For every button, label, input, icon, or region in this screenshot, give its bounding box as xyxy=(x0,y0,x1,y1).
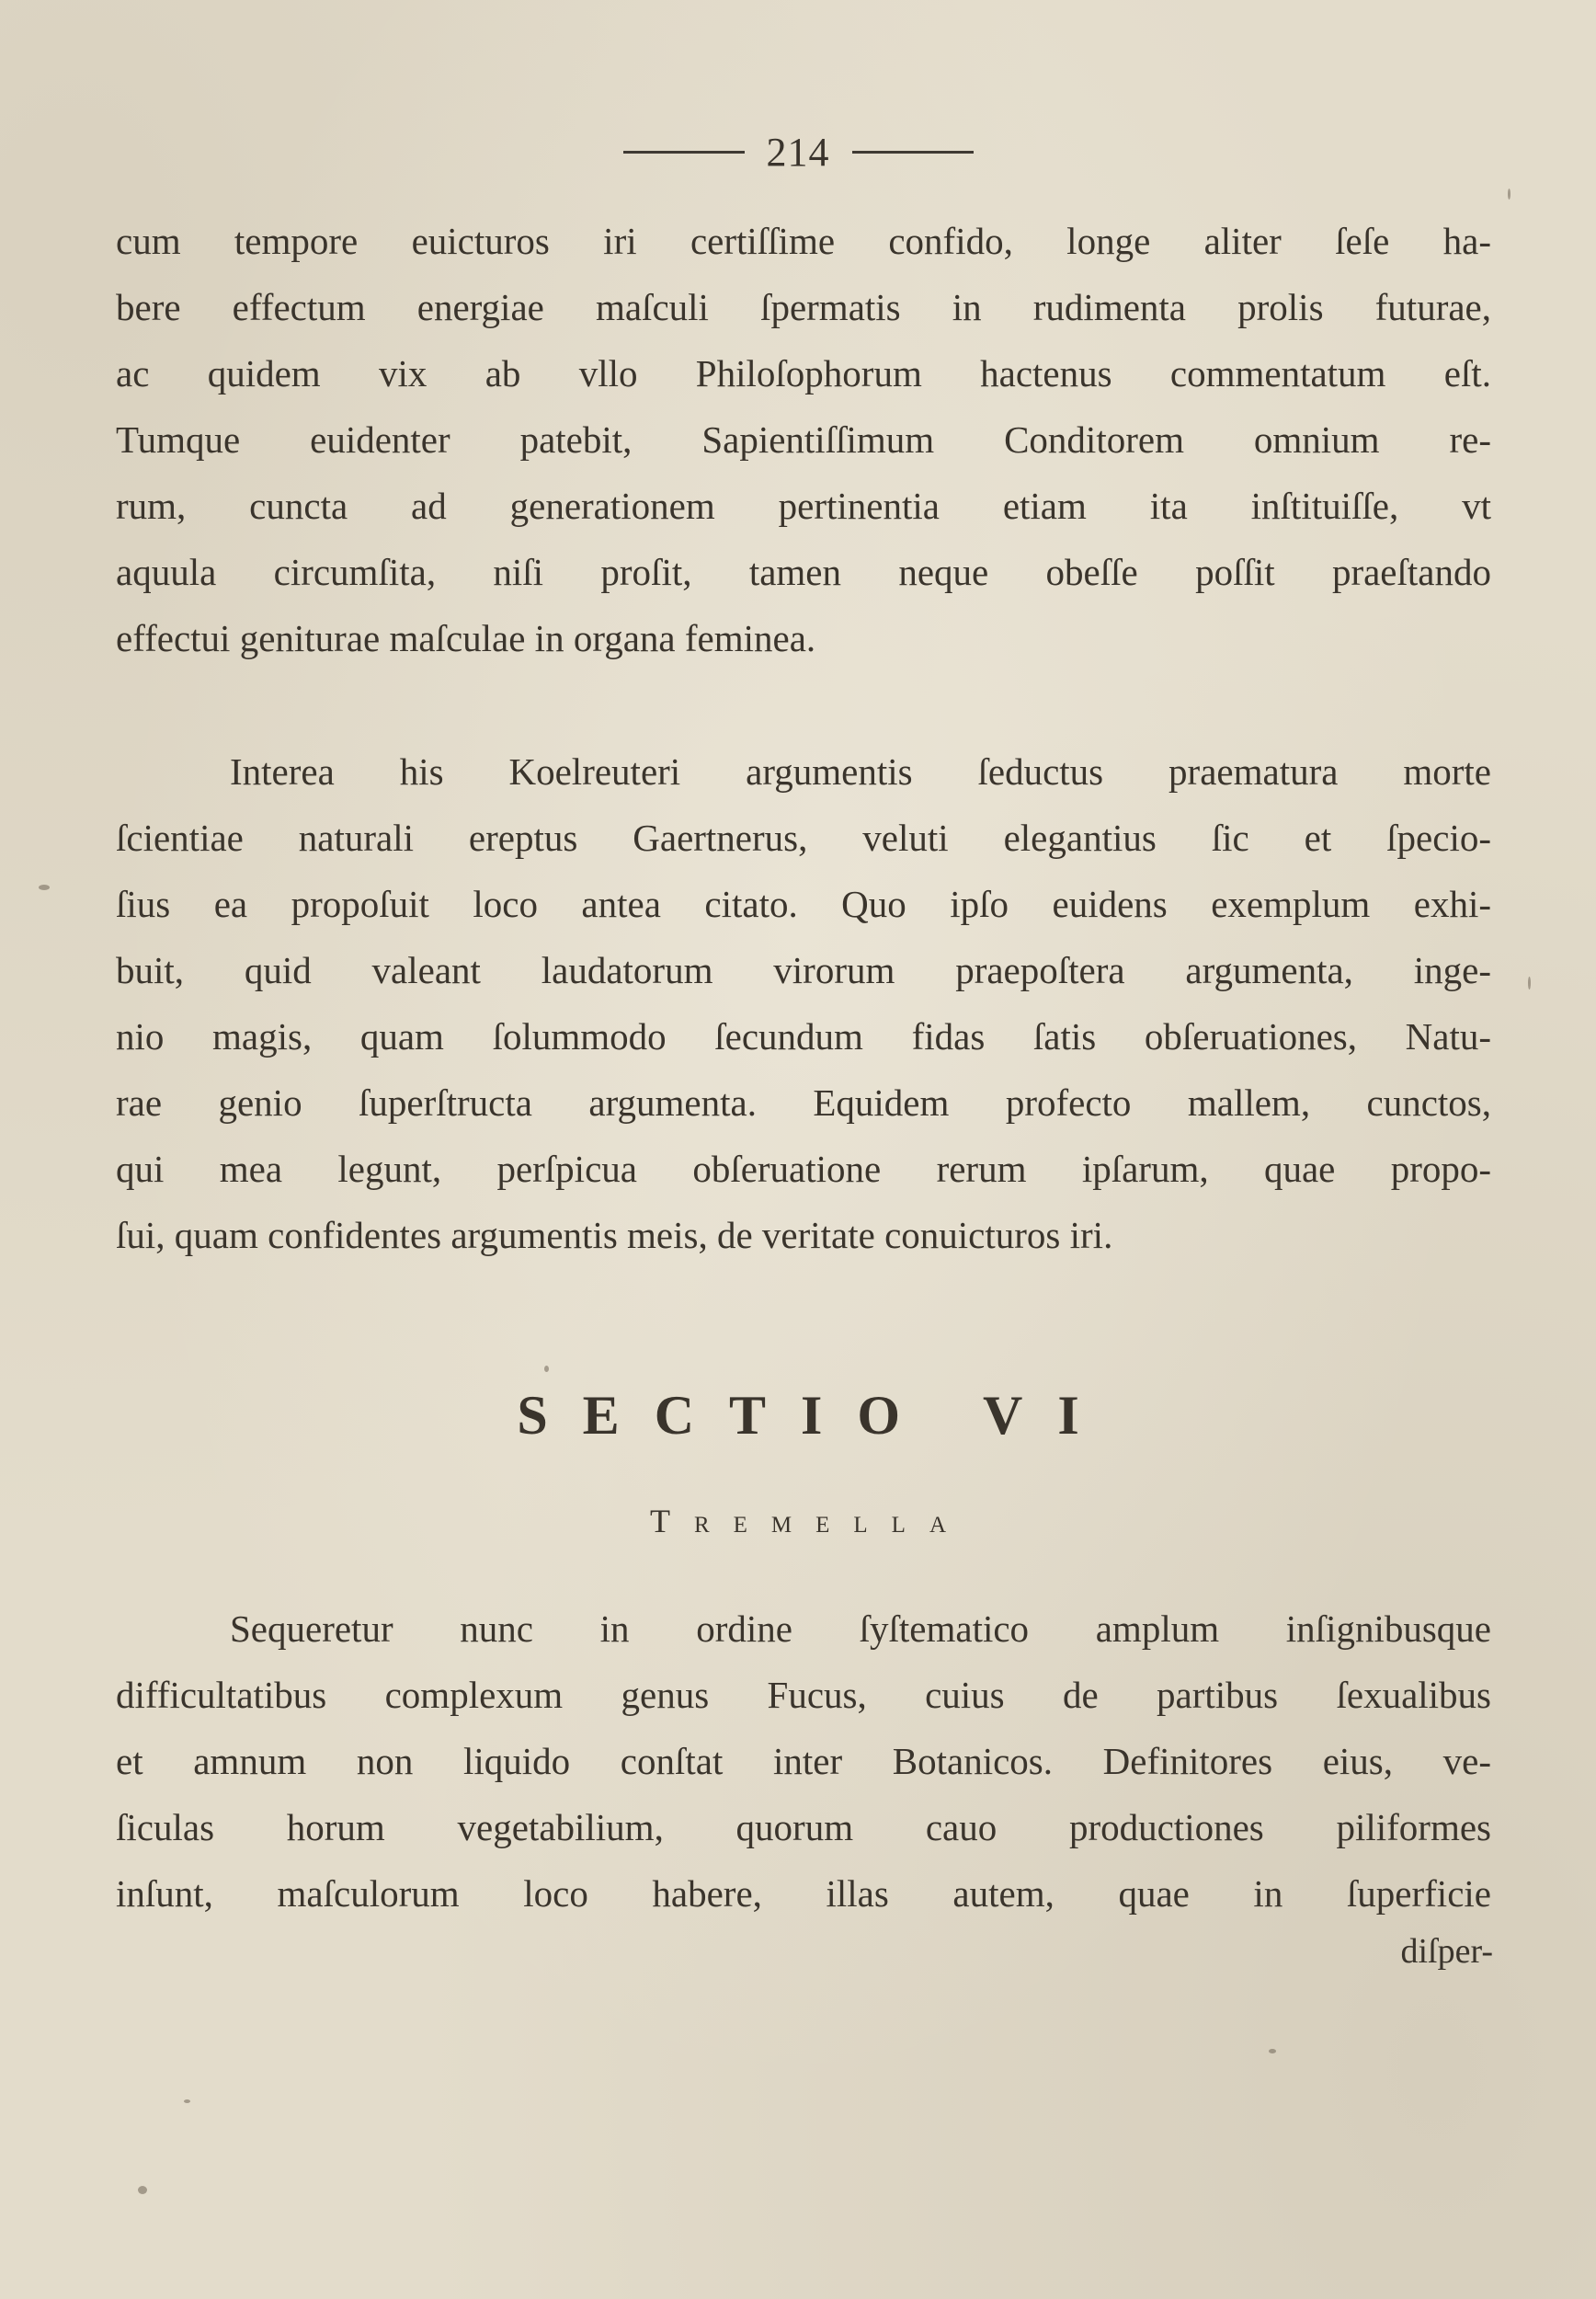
paragraph-2 xyxy=(116,738,1491,1268)
text-line: rae genio ſuperſtructa argumenta. Equidem profecto mallem, cunctos, xyxy=(116,1081,1491,1124)
paper-speck xyxy=(39,885,50,890)
text-line: effectui geniturae maſculae in organa feminea. xyxy=(116,617,816,659)
text-line: Sequeretur nunc in ordine ſyſtematico amplum inſignibusque xyxy=(230,1607,1491,1650)
text-line: ac quidem vix ab vllo Philoſophorum hactenus commentatum eſt. xyxy=(116,352,1491,395)
paper-speck xyxy=(544,1366,549,1372)
text-line: difficultatibus complexum genus Fucus, cuius de partibus ſexualibus xyxy=(116,1674,1491,1716)
paper-speck xyxy=(184,2099,190,2103)
paragraph-3 xyxy=(116,1596,1491,1927)
text-line: cum tempore euicturos iri certiſſime confido, longe aliter ſeſe ha- xyxy=(116,220,1491,262)
text-line: ſui, quam confidentes argumentis meis, de veritate conuicturos iri. xyxy=(116,1214,1113,1256)
paragraph-1 xyxy=(116,208,1491,671)
page-header xyxy=(0,124,1596,179)
section-title: SECTIO VI xyxy=(517,1385,1114,1446)
text-line: Tumque euidenter patebit, Sapientiſſimum Conditorem omnium re- xyxy=(116,418,1491,461)
section-subtitle: Tremella xyxy=(649,1503,971,1539)
text-line: ſiculas horum vegetabilium, quorum cauo productiones piliformes xyxy=(116,1806,1491,1848)
text-line: inſunt, maſculorum loco habere, illas autem, quae in ſuperficie xyxy=(116,1872,1491,1915)
paper-speck xyxy=(1508,189,1510,200)
page-number: 214 xyxy=(766,129,830,175)
text-line: buit, quid valeant laudatorum virorum praepoſtera argumenta, inge- xyxy=(116,949,1491,991)
text-line: bere effectum energiae maſculi ſpermatis in rudimenta prolis futurae, xyxy=(116,286,1491,328)
paper-speck xyxy=(1269,2049,1276,2053)
text-line: ſius ea propoſuit loco antea citato. Quo ipſo euidens exemplum exhi- xyxy=(116,883,1491,925)
text-line: aquula circumſita, niſi proſit, tamen neque obeſſe poſſit praeſtando xyxy=(116,551,1491,593)
text-line: rum, cuncta ad generationem pertinentia etiam ita inſtituiſſe, vt xyxy=(116,485,1491,527)
paper-speck xyxy=(138,2186,147,2194)
header-rule-left xyxy=(623,151,745,154)
text-line: et amnum non liquido conſtat inter Botanicos. Definitores eius, ve- xyxy=(116,1740,1491,1782)
text-line: qui mea legunt, perſpicua obſeruatione rerum ipſarum, quae propo- xyxy=(116,1148,1491,1190)
text-line: nio magis, quam ſolummodo ſecundum fidas ſatis obſeruationes, Natu- xyxy=(116,1015,1491,1058)
paper-speck xyxy=(1528,977,1531,989)
header-rule-right xyxy=(852,151,974,154)
catchword: diſper- xyxy=(1400,1932,1493,1971)
text-line: Interea his Koelreuteri argumentis ſeductus praematura morte xyxy=(230,750,1491,793)
text-line: ſcientiae naturali ereptus Gaertnerus, veluti elegantius ſic et ſpecio- xyxy=(116,817,1491,859)
